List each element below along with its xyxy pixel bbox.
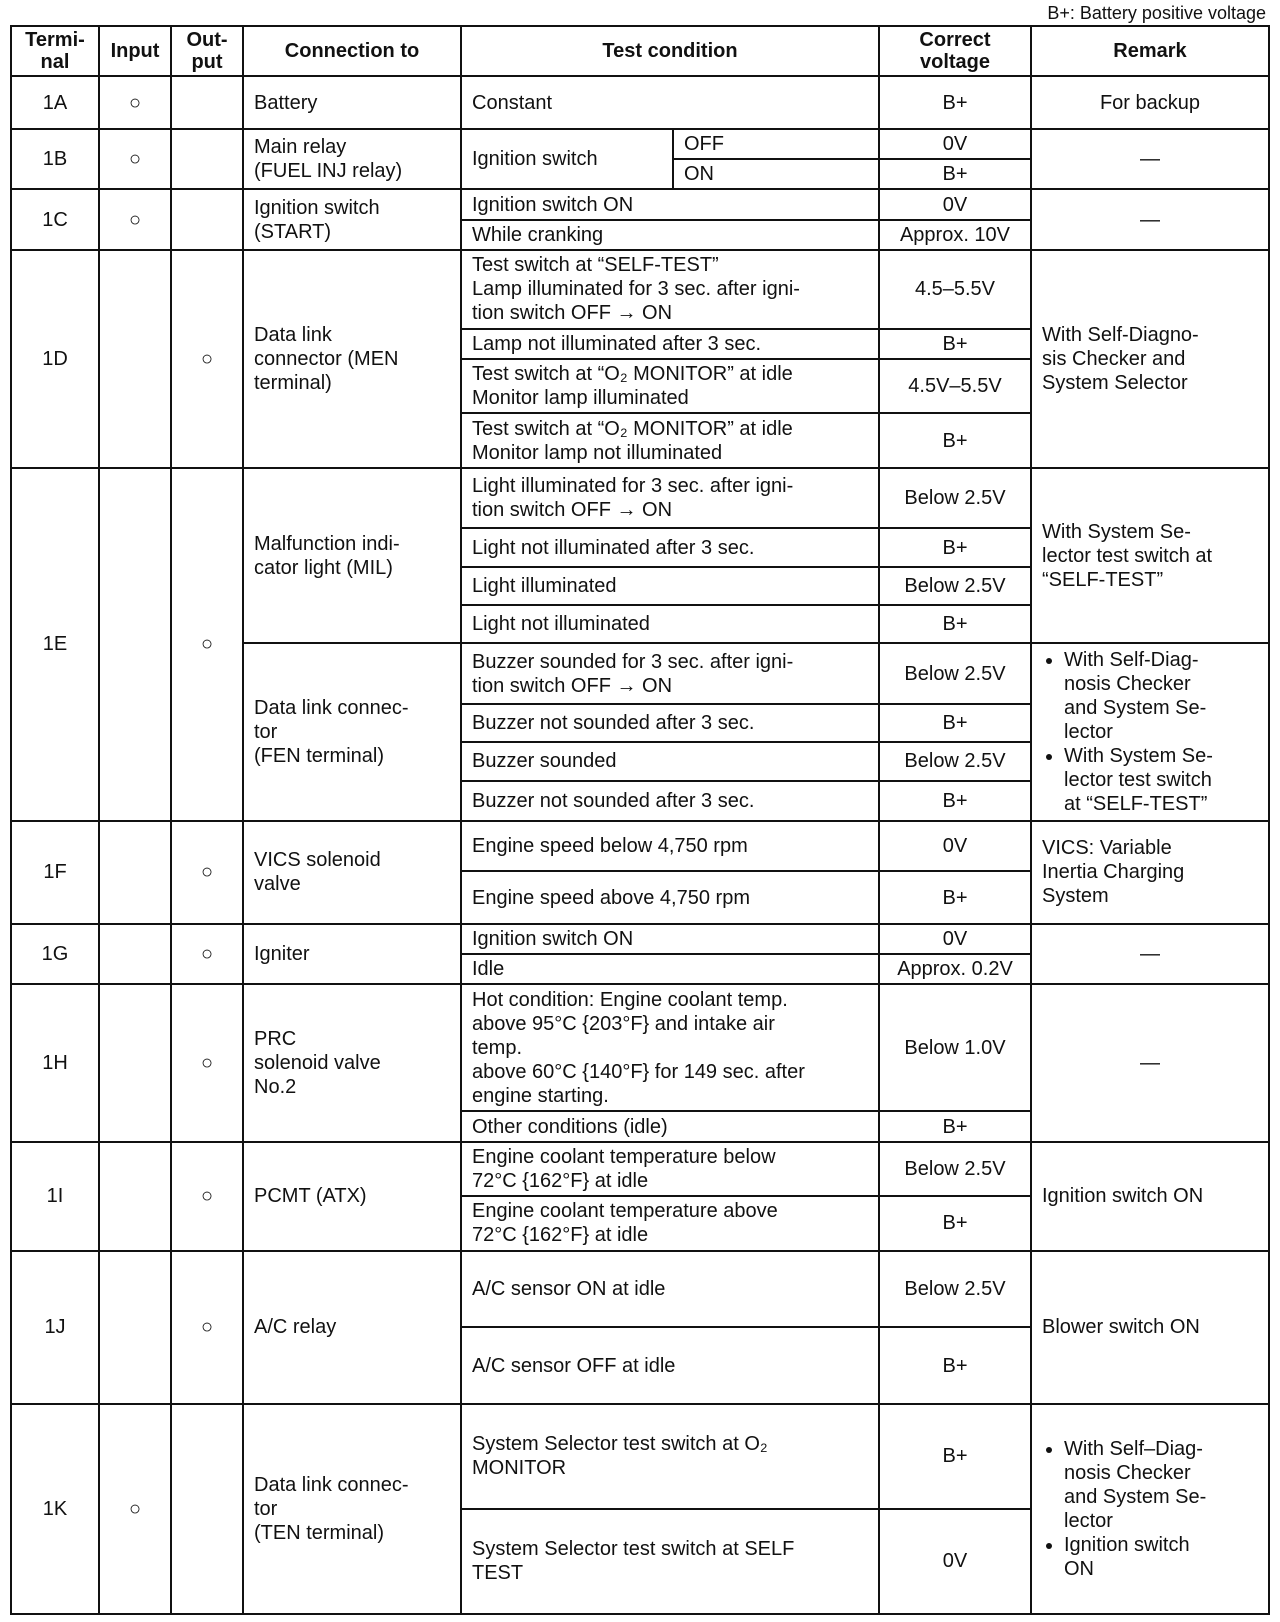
output-cell — [171, 129, 243, 190]
header-connection: Connection to — [243, 26, 461, 76]
connection-cell: Data link connector (MEN terminal) — [243, 250, 461, 468]
input-cell — [99, 1251, 171, 1404]
voltage-cell: Approx. 10V — [879, 220, 1031, 250]
test-condition-cell: Light illuminated for 3 sec. after igni- tion switch OFF → ON — [461, 468, 879, 529]
sub-condition-cell: OFF — [673, 129, 879, 159]
test-condition-cell: Light not illuminated after 3 sec. — [461, 528, 879, 566]
connection-cell: Battery — [243, 76, 461, 128]
header-row — [11, 26, 1269, 76]
connection-cell: Main relay (FUEL INJ relay) — [243, 129, 461, 190]
voltage-cell: B+ — [879, 781, 1031, 821]
voltage-cell: B+ — [879, 528, 1031, 566]
voltage-cell: Below 2.5V — [879, 468, 1031, 529]
header-input: Input — [99, 26, 171, 76]
output-mark: ○ — [171, 924, 243, 985]
table-row — [11, 189, 1269, 219]
test-condition-cell: Other conditions (idle) — [461, 1111, 879, 1141]
sub-condition-cell: ON — [673, 159, 879, 189]
input-mark: ○ — [99, 1404, 171, 1614]
output-mark: ○ — [171, 250, 243, 468]
remark-cell: Blower switch ON — [1031, 1251, 1269, 1404]
terminal-cell: 1E — [11, 468, 99, 821]
voltage-cell: B+ — [879, 76, 1031, 128]
output-mark: ○ — [171, 1142, 243, 1251]
terminal-voltage-table — [10, 25, 1270, 1615]
test-condition-cell: Engine speed above 4,750 rpm — [461, 871, 879, 923]
test-condition-cell: Constant — [461, 76, 879, 128]
test-condition-cell: Engine coolant temperature below 72°C {162°F} at idle — [461, 1142, 879, 1196]
output-mark: ○ — [171, 821, 243, 924]
remark-item: • Ignition switch ON — [1064, 1533, 1258, 1581]
voltage-cell: Below 2.5V — [879, 643, 1031, 704]
connection-cell: PRC solenoid valve No.2 — [243, 984, 461, 1141]
remark-cell: For backup — [1031, 76, 1269, 128]
voltage-cell: B+ — [879, 605, 1031, 643]
voltage-cell: B+ — [879, 1327, 1031, 1404]
voltage-cell: Below 2.5V — [879, 1142, 1031, 1196]
voltage-cell: Approx. 0.2V — [879, 954, 1031, 984]
test-condition-cell: Idle — [461, 954, 879, 984]
voltage-cell: B+ — [879, 159, 1031, 189]
terminal-cell: 1G — [11, 924, 99, 985]
voltage-cell: B+ — [879, 1111, 1031, 1141]
remark-cell — [1031, 643, 1269, 821]
test-condition-cell: Light illuminated — [461, 567, 879, 605]
output-mark: ○ — [171, 468, 243, 821]
test-condition-cell: System Selector test switch at SELF TEST — [461, 1509, 879, 1614]
voltage-cell: B+ — [879, 1196, 1031, 1250]
table-row — [11, 984, 1269, 1111]
voltage-cell: B+ — [879, 329, 1031, 359]
remark-cell: — — [1031, 189, 1269, 250]
input-cell — [99, 924, 171, 985]
remark-list — [1042, 648, 1258, 816]
connection-cell: VICS solenoid valve — [243, 821, 461, 924]
table-row — [11, 1142, 1269, 1196]
input-cell — [99, 468, 171, 821]
remark-cell: With Self-Diagno- sis Checker and System Selector — [1031, 250, 1269, 468]
voltage-cell: Below 2.5V — [879, 742, 1031, 780]
terminal-cell: 1J — [11, 1251, 99, 1404]
test-condition-cell: Ignition switch ON — [461, 189, 879, 219]
terminal-cell: 1F — [11, 821, 99, 924]
voltage-cell: 0V — [879, 1509, 1031, 1614]
output-mark: ○ — [171, 984, 243, 1141]
test-condition-cell: Buzzer sounded — [461, 742, 879, 780]
voltage-cell: 0V — [879, 821, 1031, 871]
remark-cell: — — [1031, 984, 1269, 1141]
voltage-cell: 4.5–5.5V — [879, 250, 1031, 329]
voltage-cell: Below 1.0V — [879, 984, 1031, 1111]
terminal-cell: 1C — [11, 189, 99, 250]
remark-list — [1042, 1437, 1258, 1581]
test-condition-cell: Light not illuminated — [461, 605, 879, 643]
remark-cell: Ignition switch ON — [1031, 1142, 1269, 1251]
remark-item: • With Self–Diag- nosis Checker and System Se- lector — [1064, 1437, 1258, 1533]
connection-cell: Data link connec- tor (TEN terminal) — [243, 1404, 461, 1614]
header-output: Out- put — [171, 26, 243, 76]
voltage-cell: 0V — [879, 924, 1031, 954]
test-condition-cell: Test switch at “SELF-TEST” Lamp illuminated for 3 sec. after igni- tion switch OFF → ON — [461, 250, 879, 329]
test-condition-cell: A/C sensor OFF at idle — [461, 1327, 879, 1404]
header-test-condition: Test condition — [461, 26, 879, 76]
test-condition-cell: Ignition switch ON — [461, 924, 879, 954]
terminal-cell: 1B — [11, 129, 99, 190]
test-condition-cell: Buzzer sounded for 3 sec. after igni- tion switch OFF → ON — [461, 643, 879, 704]
voltage-cell: B+ — [879, 413, 1031, 467]
input-cell — [99, 1142, 171, 1251]
test-condition-cell: A/C sensor ON at idle — [461, 1251, 879, 1328]
table-row — [11, 1251, 1269, 1328]
input-cell — [99, 821, 171, 924]
output-cell — [171, 76, 243, 128]
connection-cell: Igniter — [243, 924, 461, 985]
output-cell — [171, 1404, 243, 1614]
test-condition-cell: Test switch at “O₂ MONITOR” at idle Monitor lamp not illuminated — [461, 413, 879, 467]
voltage-cell: 0V — [879, 189, 1031, 219]
test-condition-cell: Engine speed below 4,750 rpm — [461, 821, 879, 871]
connection-cell: Data link connec- tor (FEN terminal) — [243, 643, 461, 821]
remark-cell: With System Se- lector test switch at “SELF-TEST” — [1031, 468, 1269, 644]
test-condition-cell: Ignition switch — [461, 129, 673, 190]
terminal-cell: 1D — [11, 250, 99, 468]
connection-cell: PCMT (ATX) — [243, 1142, 461, 1251]
table-row — [11, 468, 1269, 529]
voltage-cell: 0V — [879, 129, 1031, 159]
terminal-cell: 1I — [11, 1142, 99, 1251]
remark-item: • With System Se- lector test switch at “SELF-TEST” — [1064, 744, 1258, 816]
terminal-cell: 1H — [11, 984, 99, 1141]
remark-cell: VICS: Variable Inertia Charging System — [1031, 821, 1269, 924]
test-condition-cell: While cranking — [461, 220, 879, 250]
header-correct-voltage: Correct voltage — [879, 26, 1031, 76]
remark-cell: — — [1031, 924, 1269, 985]
header-remark: Remark — [1031, 26, 1269, 76]
test-condition-cell: Test switch at “O₂ MONITOR” at idle Monitor lamp illuminated — [461, 359, 879, 413]
terminal-cell: 1K — [11, 1404, 99, 1614]
remark-item: • With Self-Diag- nosis Checker and System Se- lector — [1064, 648, 1258, 744]
voltage-cell: Below 2.5V — [879, 1251, 1031, 1328]
input-mark: ○ — [99, 189, 171, 250]
table-row — [11, 1404, 1269, 1509]
input-mark: ○ — [99, 129, 171, 190]
voltage-cell: B+ — [879, 871, 1031, 923]
table-row — [11, 250, 1269, 329]
input-cell — [99, 984, 171, 1141]
battery-voltage-note: B+: Battery positive voltage — [1047, 3, 1266, 23]
test-condition-cell: Lamp not illuminated after 3 sec. — [461, 329, 879, 359]
voltage-cell: 4.5V–5.5V — [879, 359, 1031, 413]
connection-cell: A/C relay — [243, 1251, 461, 1404]
table-row — [11, 821, 1269, 871]
table-row — [11, 924, 1269, 954]
remark-cell: — — [1031, 129, 1269, 190]
test-condition-cell: Buzzer not sounded after 3 sec. — [461, 704, 879, 742]
remark-cell — [1031, 1404, 1269, 1614]
voltage-cell: B+ — [879, 1404, 1031, 1509]
input-cell — [99, 250, 171, 468]
test-condition-cell: Hot condition: Engine coolant temp. above 95°C {203°F} and intake air temp. above 60°C {140°F} for 149 sec. after engine starting. — [461, 984, 879, 1111]
test-condition-cell: Buzzer not sounded after 3 sec. — [461, 781, 879, 821]
test-condition-cell: System Selector test switch at O₂ MONITOR — [461, 1404, 879, 1509]
header-terminal: Termi- nal — [11, 26, 99, 76]
table-row — [11, 129, 1269, 159]
voltage-cell: Below 2.5V — [879, 567, 1031, 605]
table-row — [11, 76, 1269, 128]
connection-cell: Ignition switch (START) — [243, 189, 461, 250]
output-mark: ○ — [171, 1251, 243, 1404]
terminal-cell: 1A — [11, 76, 99, 128]
voltage-cell: B+ — [879, 704, 1031, 742]
test-condition-cell: Engine coolant temperature above 72°C {162°F} at idle — [461, 1196, 879, 1250]
connection-cell: Malfunction indi- cator light (MIL) — [243, 468, 461, 644]
output-cell — [171, 189, 243, 250]
input-mark: ○ — [99, 76, 171, 128]
